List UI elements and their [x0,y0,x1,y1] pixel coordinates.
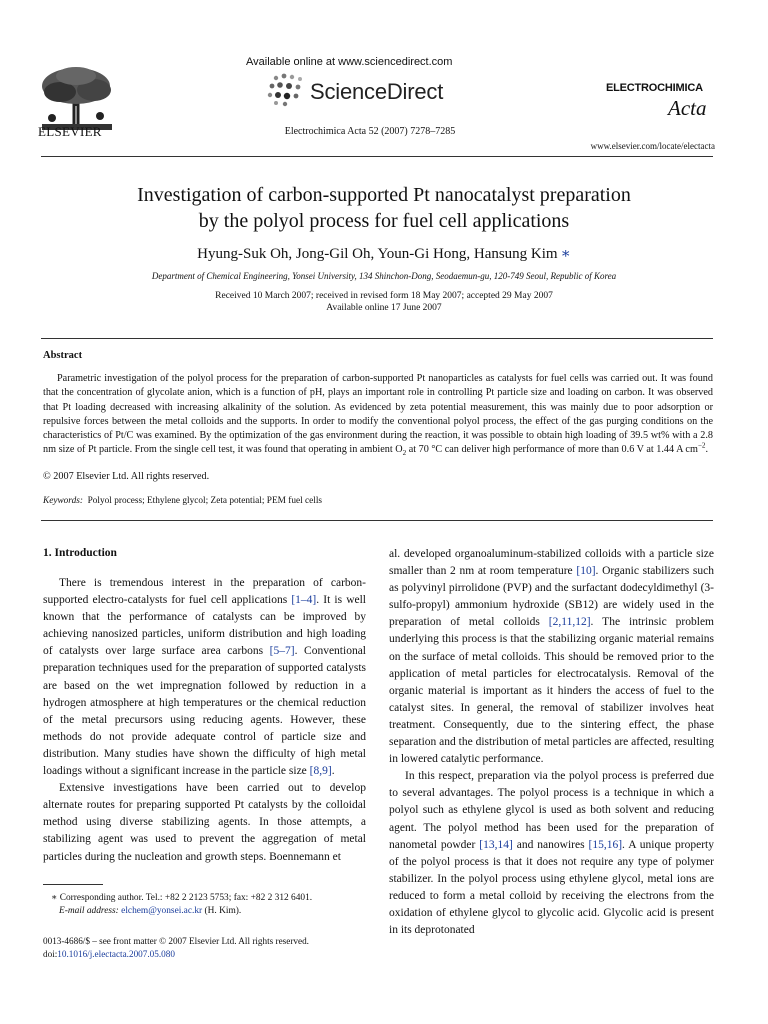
keywords-label: Keywords: [43,496,83,506]
received-dates: Received 10 March 2007; received in revised form 18 May 2007; accepted 29 May 2007 [215,291,553,301]
footnote-mark: ∗ [51,893,58,903]
keywords-line [43,496,322,506]
abstract-body [43,372,713,458]
abstract-exponent: −2 [697,442,706,451]
article-title-line1: Investigation of carbon-supported Pt nanocatalyst preparation [137,184,631,206]
email-link[interactable]: elchem@yonsei.ac.kr [121,906,203,916]
reference-link[interactable]: [13,14] [479,838,513,851]
right-column [389,546,714,939]
issn-line: 0013-4686/$ – see front matter © 2007 Elsevier Ltd. All rights reserved. [43,936,309,946]
abstract-o2-subscript: 2 [402,449,407,458]
elsevier-wordmark: ELSEVIER [38,124,102,139]
doi-label: doi: [43,949,58,959]
authors-text: Hyung-Suk Oh, Jong-Gil Oh, Youn-Gi Hong, Hansung Kim [197,246,558,262]
journal-citation: Electrochimica Acta 52 (2007) 7278–7285 [284,126,456,137]
abstract-bottom-divider [41,520,713,521]
section-heading-introduction: 1. Introduction [43,547,117,559]
right-p2-text-c: . A unique property of the polyol process is that it does not require any type of polymer stabilizer. In the polyol process using ethylene glycol, metal ions are reduced to form a metal colloid by receiving the electrons from the oxidation of ethylene glycol to glycolic acid. Glycolic acid is present in its deprotonated [389,838,715,937]
sciencedirect-dots-icon [266,72,308,108]
right-p2-text-b: and nanowires [512,838,589,851]
affiliation: Department of Chemical Engineering, Yonsei University, 134 Shinchon-Dong, Seodaemun-gu, 120-749 Seoul, Republic of Korea [151,271,617,281]
abstract-text-c: . [705,444,709,456]
left-p1-text-a: There is tremendous interest in the preparation of carbon-supported electro-catalysts for fuel cell applications [43,577,366,607]
abstract-text-a: Parametric investigation of the polyol process for the preparation of carbon-supported Pt nanoparticles as catalysts for fuel cells was carried out. It was found that the concentration of glycolate anion, which is a function of pH, plays an important role in controlling Pt particle size and loading on carbon. It was observed that Pt loading decreased with increasing alkalinity of the solution. As evidenced by zeta potential measurement, this was mainly due to poor adsorption or repulsive forces between the metal colloids and the supports. In order to modify the conventional polyol process, the effect of the gas purging conditions on the characteristics of Pt/C was examined. By the optimization of the gas environment during the reaction, it was possible to obtain high loading of 39.5 wt% with a 2.8 nm size of Pt particle. From the single cell test, it was found that operating in ambient O [43,373,713,456]
right-p1-text-b: . Organic stabilizers such as polyvinyl pirrolidone (PVP) and the surfactant dodecyldimethyl (3-sulfo-propyl) ammonium hydroxide (SB12) are widely used in the preparation of metal colloids [389,565,714,629]
doi-line [43,948,373,961]
right-p1-text-a: al. developed organoaluminum-stabilized colloids with a particle size smaller than 2 nm at room temperature [389,548,714,578]
author-list [60,244,708,263]
abstract-top-divider [41,338,713,339]
reference-link[interactable]: [1–4] [291,594,317,607]
available-online-line: Available online at www.sciencedirect.com [246,56,453,68]
abstract-copyright: © 2007 Elsevier Ltd. All rights reserved. [43,471,210,482]
available-online-date: Available online 17 June 2007 [326,303,442,313]
doi-link[interactable]: 10.1016/j.electacta.2007.05.080 [57,949,175,959]
left-paragraph-1 [43,575,366,780]
left-column [43,575,366,866]
reference-link[interactable]: [15,16] [588,838,623,851]
article-dates [60,290,708,314]
email-suffix: (H. Kim). [202,906,242,916]
left-p1-text-c: . Conventional preparation techniques used for the preparation of supported catalysts are based on the wet impregnation followed by reduction in a hydrogen atmosphere at high temperatures or the chemical reduction of the metal precursors using reducing agents. However, these methods do not provide adequate control of particle size and distribution. Many studies have shown the difficulty of high metal loadings without a significant increase in the particle size [43,645,366,778]
article-title [60,182,708,234]
corresponding-author-mark[interactable]: ∗ [560,246,571,262]
front-matter-info [43,935,373,961]
footnote-divider [43,884,103,885]
journal-url[interactable]: www.elsevier.com/locate/electacta [590,141,715,151]
abstract-heading: Abstract [43,350,83,361]
reference-link[interactable]: [5–7] [269,645,295,658]
right-paragraph-2 [389,768,714,939]
left-p1-text-d: . [331,765,335,778]
keywords-text: Polyol process; Ethylene glycol; Zeta potential; PEM fuel cells [87,496,323,506]
right-p2-text-a: In this respect, preparation via the polyol process is preferred due to several advantages. The polyol process is a technique in which a polyol such as ethylene glycol is used as both solvent and reducing agent. The polyol method has been used for the preparation of nanometal powder [389,770,714,851]
article-title-line2: by the polyol process for fuel cell applications [198,210,570,232]
footnote [43,892,373,918]
journal-logo-acta: Acta [668,96,707,120]
left-p1-text-b: . It is well known that the performance of catalysts can be improved by achieving nanosized particles, uniform distribution and high loading of catalysts over large surface area carbons [43,594,366,658]
right-p1-text-c: . The intrinsic problem underlying this process is that the stabilizing organic material remains on the surface of metal colloids. This should be removed prior to the application of metal particles for electrocatalysis. Removal of the organic material is important as it hinders the access of fuel to the catalyst sites. In general, the removal of stabilizer involves heat treatment. Consequently, due to the sintering effect, the phase separation and the distribution of metal particles are affected, resulting in lowered catalytic performance. [389,616,715,766]
corresponding-author-note [43,892,373,905]
left-paragraph-2: Extensive investigations have been carried out to develop alternate routes for preparing supported Pt catalysts by the colloidal method using diverse stabilizing agents. In those attempts, a stabilizing agent was used to prevent the aggregation of metal particles during the nucleation and growth steps. Boennemann et [43,782,366,863]
corresponding-text: Corresponding author. Tel.: +82 2 2123 5753; fax: +82 2 312 6401. [57,893,313,903]
journal-logo-title: ELECTROCHIMICA [606,82,703,94]
reference-link[interactable]: [2,11,12] [548,616,591,629]
abstract-text-b: at 70 °C can deliver high performance of more than 0.6 V at 1.44 A cm [406,444,698,456]
right-paragraph-1 [389,546,714,768]
header-divider [41,156,713,157]
reference-link[interactable]: [8,9] [309,765,332,778]
reference-link[interactable]: [10] [576,565,596,578]
sciencedirect-wordmark: ScienceDirect [310,79,444,104]
email-line [43,905,373,918]
email-label: E-mail address: [59,906,119,916]
